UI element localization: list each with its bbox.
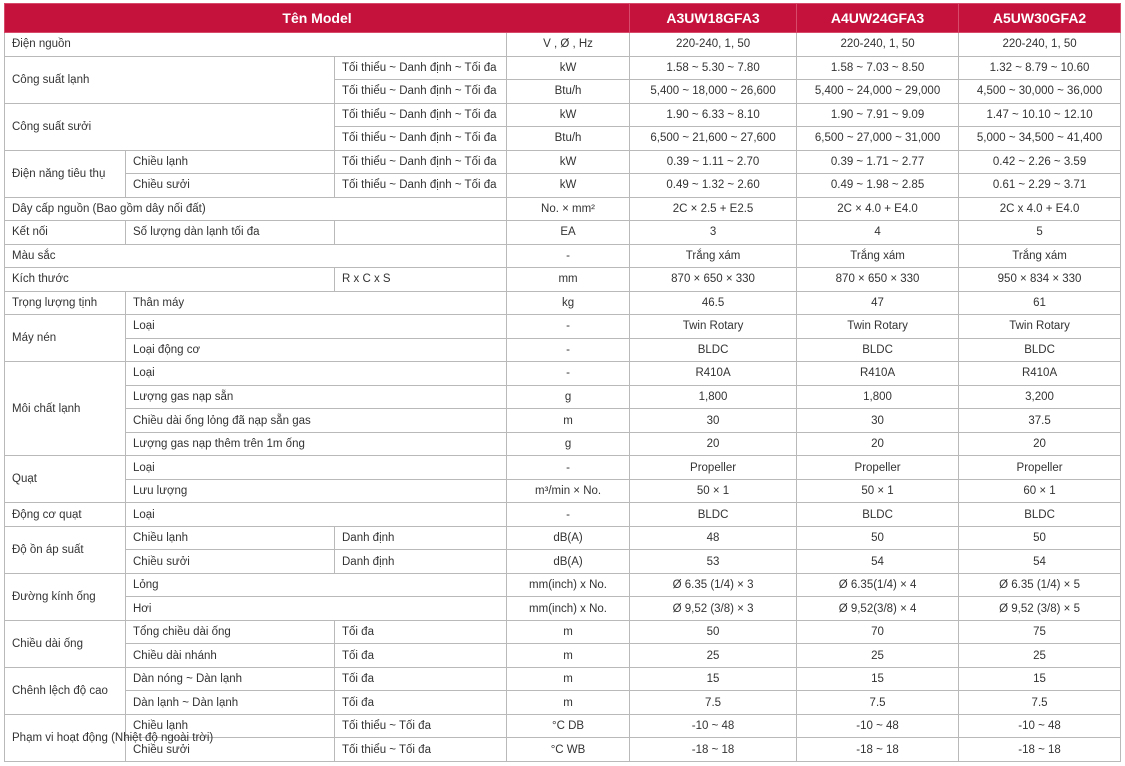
spec-table [4,3,1121,762]
spec-unit: mm [507,268,630,292]
spec-value: 0.42 ~ 2.26 ~ 3.59 [959,150,1121,174]
spec-value: 48 [630,526,797,550]
table-row [5,644,1121,668]
table-row [5,526,1121,550]
spec-value: 870 × 650 × 330 [630,268,797,292]
spec-value: 950 × 834 × 330 [959,268,1121,292]
spec-unit: - [507,315,630,339]
spec-label: Môi chất lạnh [5,362,126,456]
spec-value: 4,500 ~ 30,000 ~ 36,000 [959,80,1121,104]
spec-value: 25 [959,644,1121,668]
table-row [5,432,1121,456]
table-row [5,315,1121,339]
table-row [5,714,1121,738]
spec-value: 47 [797,291,959,315]
spec-unit: g [507,385,630,409]
spec-condition: Danh định [335,526,507,550]
spec-unit: kW [507,56,630,80]
spec-value: 2C × 2.5 + E2.5 [630,197,797,221]
spec-unit: °C DB [507,714,630,738]
spec-value: BLDC [959,503,1121,527]
spec-condition: Danh định [335,550,507,574]
spec-value: -10 ~ 48 [630,714,797,738]
spec-label: Công suất sưởi [5,103,335,150]
spec-condition: Tối thiểu ~ Danh định ~ Tối đa [335,80,507,104]
spec-value: 1.47 ~ 10.10 ~ 12.10 [959,103,1121,127]
spec-value: 0.39 ~ 1.11 ~ 2.70 [630,150,797,174]
table-row [5,362,1121,386]
spec-label: Chiều dài ống [5,620,126,667]
spec-value: 20 [959,432,1121,456]
spec-sublabel: Loại [126,503,507,527]
spec-value: 4 [797,221,959,245]
spec-unit: dB(A) [507,526,630,550]
spec-value: 30 [630,409,797,433]
spec-value: 50 × 1 [630,479,797,503]
spec-value: -10 ~ 48 [797,714,959,738]
spec-value: 1,800 [797,385,959,409]
spec-sublabel: Chiều sưởi [126,174,335,198]
spec-value: 30 [797,409,959,433]
table-row [5,456,1121,480]
spec-value: Propeller [630,456,797,480]
spec-unit: No. × mm² [507,197,630,221]
spec-value: 50 [959,526,1121,550]
spec-value: Propeller [797,456,959,480]
spec-value: R410A [630,362,797,386]
spec-label: Kích thước [5,268,335,292]
spec-condition: Tối thiểu ~ Danh định ~ Tối đa [335,150,507,174]
spec-value: 6,500 ~ 21,600 ~ 27,600 [630,127,797,151]
spec-condition: Tối đa [335,667,507,691]
spec-unit: kW [507,103,630,127]
table-row [5,550,1121,574]
spec-unit: m [507,620,630,644]
spec-label: Điện năng tiêu thụ [5,150,126,197]
spec-value: 1.58 ~ 5.30 ~ 7.80 [630,56,797,80]
spec-value: 7.5 [797,691,959,715]
spec-unit: Btu/h [507,127,630,151]
spec-sublabel: Chiều dài ống lỏng đã nạp sẵn gas [126,409,507,433]
spec-condition: Tối thiểu ~ Tối đa [335,738,507,762]
spec-condition: Tối thiểu ~ Tối đa [335,714,507,738]
spec-value: 0.49 ~ 1.98 ~ 2.85 [797,174,959,198]
spec-unit: kW [507,174,630,198]
table-row [5,479,1121,503]
spec-value: 1.58 ~ 7.03 ~ 8.50 [797,56,959,80]
spec-unit: EA [507,221,630,245]
spec-sublabel: Chiều dài nhánh [126,644,335,668]
spec-value: 25 [630,644,797,668]
spec-value: Ø 9,52 (3/8) × 3 [630,597,797,621]
spec-value: 3 [630,221,797,245]
table-row [5,221,1121,245]
table-row [5,244,1121,268]
table-row [5,620,1121,644]
spec-value: 53 [630,550,797,574]
table-row [5,56,1121,80]
spec-unit: - [507,456,630,480]
spec-value: Ø 9,52(3/8) × 4 [797,597,959,621]
spec-label: Công suất lạnh [5,56,335,103]
spec-sublabel: Chiều sưởi [126,738,335,762]
spec-value: 61 [959,291,1121,315]
spec-value: -18 ~ 18 [630,738,797,762]
spec-value: 60 × 1 [959,479,1121,503]
spec-sublabel: Lượng gas nạp sẵn [126,385,507,409]
spec-value: Ø 6.35 (1/4) × 5 [959,573,1121,597]
spec-value: -18 ~ 18 [959,738,1121,762]
spec-value: -10 ~ 48 [959,714,1121,738]
spec-value: 15 [630,667,797,691]
spec-unit: - [507,362,630,386]
spec-condition: R x C x S [335,268,507,292]
spec-unit: m [507,691,630,715]
spec-sublabel: Lưu lượng [126,479,507,503]
spec-value: Propeller [959,456,1121,480]
spec-value: 1.90 ~ 7.91 ~ 9.09 [797,103,959,127]
spec-sublabel: Loại [126,362,507,386]
spec-value: BLDC [630,338,797,362]
spec-sublabel: Chiều lạnh [126,150,335,174]
spec-value: 220-240, 1, 50 [797,33,959,57]
spec-condition: Tối đa [335,644,507,668]
spec-value: 15 [959,667,1121,691]
spec-value: 75 [959,620,1121,644]
table-row [5,667,1121,691]
spec-condition: Tối thiểu ~ Danh định ~ Tối đa [335,174,507,198]
spec-label: Độ ồn áp suất [5,526,126,573]
spec-value: -18 ~ 18 [797,738,959,762]
spec-label: Điện nguồn [5,33,507,57]
model-name: A5UW30GFA2 [959,4,1121,33]
spec-value: 20 [630,432,797,456]
spec-sublabel: Lỏng [126,573,507,597]
spec-unit: g [507,432,630,456]
spec-condition: Tối thiểu ~ Danh định ~ Tối đa [335,103,507,127]
spec-value: 0.49 ~ 1.32 ~ 2.60 [630,174,797,198]
spec-value: 50 [797,526,959,550]
spec-value: Trắng xám [959,244,1121,268]
table-row [5,103,1121,127]
spec-label: Kết nối [5,221,126,245]
spec-label: Chênh lệch độ cao [5,667,126,714]
spec-value: 5 [959,221,1121,245]
spec-value: R410A [959,362,1121,386]
spec-unit: m [507,644,630,668]
spec-sublabel: Số lượng dàn lạnh tối đa [126,221,335,245]
spec-label: Quạt [5,456,126,503]
spec-value: 37.5 [959,409,1121,433]
spec-value: 7.5 [630,691,797,715]
spec-value: 220-240, 1, 50 [630,33,797,57]
spec-sublabel: Chiều lạnh [126,526,335,550]
spec-value: 7.5 [959,691,1121,715]
spec-value: 50 × 1 [797,479,959,503]
spec-condition: Tối thiểu ~ Danh định ~ Tối đa [335,127,507,151]
spec-value: 70 [797,620,959,644]
spec-value: 50 [630,620,797,644]
spec-sublabel: Lượng gas nạp thêm trên 1m ống [126,432,507,456]
model-name: A3UW18GFA3 [630,4,797,33]
spec-value: Trắng xám [797,244,959,268]
spec-unit: - [507,338,630,362]
spec-label: Màu sắc [5,244,507,268]
spec-value: 5,400 ~ 18,000 ~ 26,600 [630,80,797,104]
spec-label: Phạm vi hoạt động (Nhiệt độ ngoài trời) [5,714,126,761]
spec-condition: Tối đa [335,691,507,715]
spec-label: Động cơ quạt [5,503,126,527]
spec-value: Ø 9,52 (3/8) × 5 [959,597,1121,621]
spec-value: Twin Rotary [959,315,1121,339]
model-label: Tên Model [5,4,630,33]
spec-unit: kW [507,150,630,174]
spec-unit: Btu/h [507,80,630,104]
spec-value: 46.5 [630,291,797,315]
table-row [5,597,1121,621]
spec-unit: °C WB [507,738,630,762]
spec-value: 1.32 ~ 8.79 ~ 10.60 [959,56,1121,80]
spec-value: 0.39 ~ 1.71 ~ 2.77 [797,150,959,174]
spec-sublabel: Chiều sưởi [126,550,335,574]
spec-value: 5,400 ~ 24,000 ~ 29,000 [797,80,959,104]
spec-value: Ø 6.35 (1/4) × 3 [630,573,797,597]
header-row [5,4,1121,33]
model-name: A4UW24GFA3 [797,4,959,33]
spec-value: Ø 6.35(1/4) × 4 [797,573,959,597]
spec-unit: m [507,409,630,433]
table-row [5,174,1121,198]
spec-unit: kg [507,291,630,315]
spec-sublabel: Dàn nóng ~ Dàn lạnh [126,667,335,691]
spec-sublabel: Tổng chiều dài ống [126,620,335,644]
spec-unit: - [507,244,630,268]
spec-unit: V , Ø , Hz [507,33,630,57]
spec-sublabel: Thân máy [126,291,507,315]
spec-value: 3,200 [959,385,1121,409]
spec-value: 220-240, 1, 50 [959,33,1121,57]
spec-value: Twin Rotary [630,315,797,339]
spec-condition: Tối thiểu ~ Danh định ~ Tối đa [335,56,507,80]
spec-sublabel: Chiều lạnh [126,714,335,738]
spec-label: Trọng lượng tịnh [5,291,126,315]
spec-value: Trắng xám [630,244,797,268]
spec-value: 5,000 ~ 34,500 ~ 41,400 [959,127,1121,151]
spec-value: 6,500 ~ 27,000 ~ 31,000 [797,127,959,151]
table-row [5,33,1121,57]
spec-sublabel: Loại động cơ [126,338,507,362]
spec-sublabel: Dàn lạnh ~ Dàn lạnh [126,691,335,715]
spec-value: 20 [797,432,959,456]
spec-value: 15 [797,667,959,691]
spec-value: BLDC [797,338,959,362]
table-row [5,338,1121,362]
spec-label: Đường kính ống [5,573,126,620]
spec-value: BLDC [630,503,797,527]
table-row [5,691,1121,715]
spec-sublabel: Hơi [126,597,507,621]
spec-value: 1,800 [630,385,797,409]
spec-unit: m [507,667,630,691]
spec-condition [335,221,507,245]
spec-sublabel: Loại [126,315,507,339]
spec-unit: m³/min × No. [507,479,630,503]
spec-value: Twin Rotary [797,315,959,339]
table-row [5,503,1121,527]
spec-unit: dB(A) [507,550,630,574]
spec-unit: mm(inch) x No. [507,597,630,621]
table-row [5,573,1121,597]
spec-label: Máy nén [5,315,126,362]
spec-value: 2C x 4.0 + E4.0 [959,197,1121,221]
spec-unit: mm(inch) x No. [507,573,630,597]
spec-value: BLDC [959,338,1121,362]
table-row [5,268,1121,292]
spec-value: 54 [959,550,1121,574]
spec-value: 0.61 ~ 2.29 ~ 3.71 [959,174,1121,198]
spec-unit: - [507,503,630,527]
spec-value: 2C × 4.0 + E4.0 [797,197,959,221]
table-row [5,197,1121,221]
spec-value: R410A [797,362,959,386]
spec-label: Dây cấp nguồn (Bao gồm dây nối đất) [5,197,507,221]
table-row [5,150,1121,174]
spec-sublabel: Loại [126,456,507,480]
spec-value: 54 [797,550,959,574]
spec-value: 25 [797,644,959,668]
table-row [5,385,1121,409]
spec-value: 1.90 ~ 6.33 ~ 8.10 [630,103,797,127]
spec-value: BLDC [797,503,959,527]
spec-value: 870 × 650 × 330 [797,268,959,292]
table-row [5,291,1121,315]
table-row [5,409,1121,433]
spec-condition: Tối đa [335,620,507,644]
